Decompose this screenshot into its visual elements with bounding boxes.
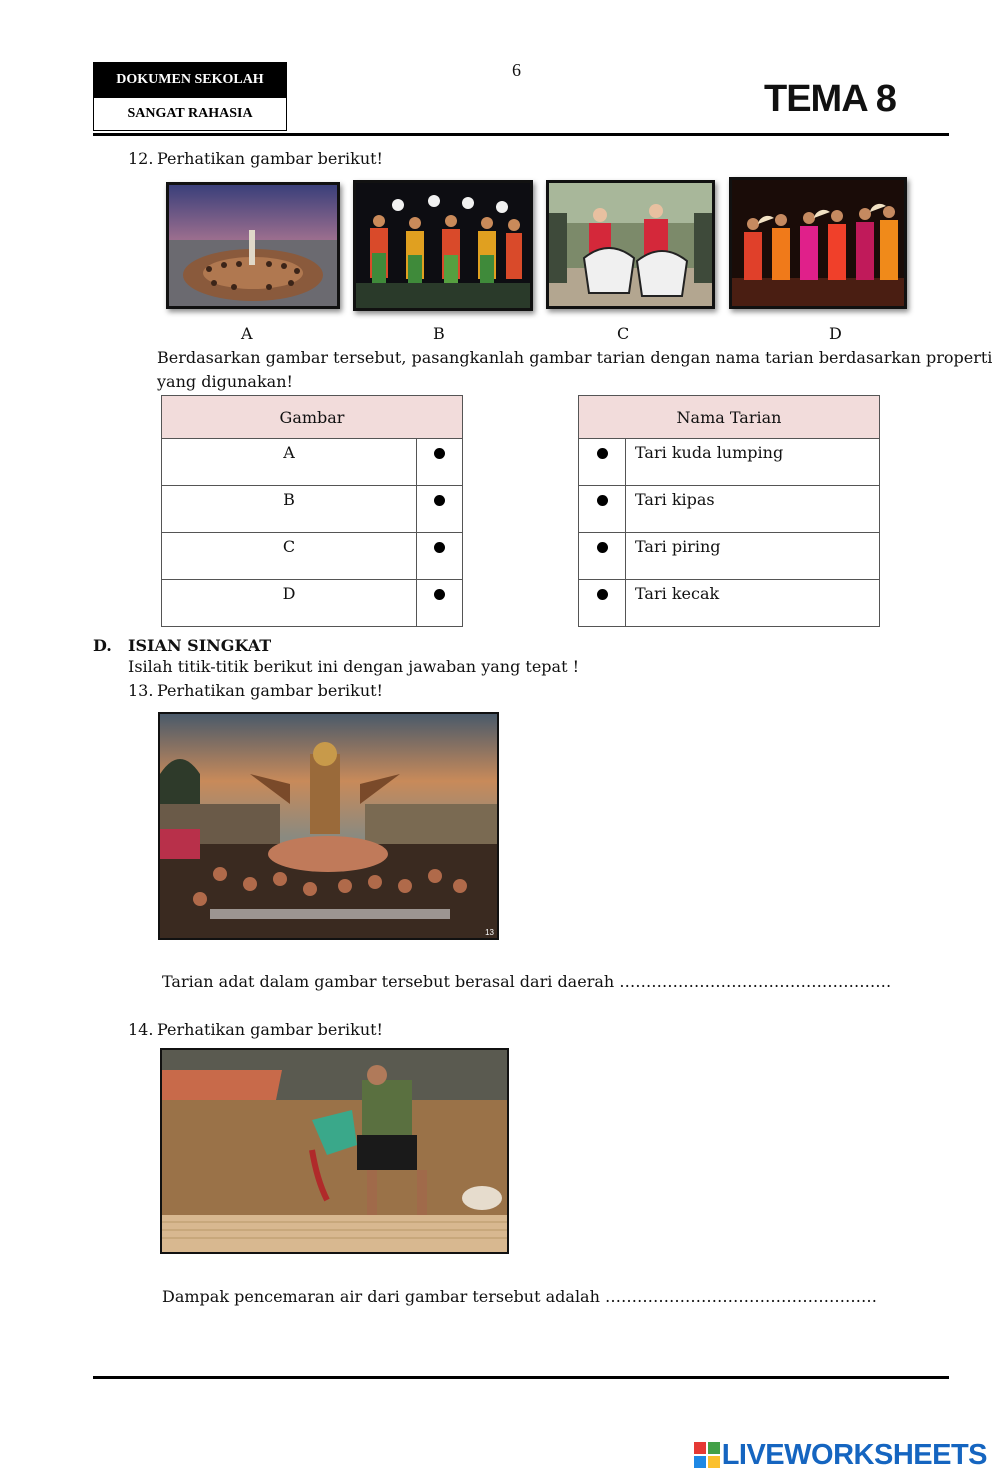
tarian-cell: Tari kipas — [626, 486, 880, 533]
dance-photo-b — [353, 180, 533, 311]
photo-label-c: C — [617, 324, 630, 343]
nama-tarian-table-header: Nama Tarian — [579, 396, 880, 439]
q14-number: 14. — [128, 1020, 154, 1039]
river-photo — [160, 1048, 509, 1254]
match-dot-right[interactable] — [579, 580, 626, 627]
table-row — [579, 533, 880, 580]
gambar-table — [161, 395, 463, 627]
nama-tarian-table — [578, 395, 880, 627]
photo-label-a: A — [241, 324, 253, 343]
page-number: 6 — [512, 60, 521, 80]
section-d-letter: D. — [93, 636, 112, 655]
brand-first: LIVE — [721, 1438, 785, 1471]
section-d-instruction: Isilah titik-titik berikut ini dengan jawaban yang tepat ! — [128, 657, 580, 676]
tarian-cell: Tari kuda lumping — [626, 439, 880, 486]
document-label: DOKUMEN SEKOLAH — [93, 62, 287, 98]
table-row — [579, 486, 880, 533]
dance-photo-d — [729, 177, 907, 309]
secret-label: SANGAT RAHASIA — [93, 97, 287, 131]
match-dot-right[interactable] — [579, 439, 626, 486]
section-d-title: ISIAN SINGKAT — [128, 636, 272, 655]
match-dot-left[interactable] — [417, 580, 463, 627]
gambar-cell: A — [162, 439, 417, 486]
q12-prompt: Perhatikan gambar berikut! — [157, 149, 383, 168]
q12-instruction-line1: Berdasarkan gambar tersebut, pasangkanlah gambar tarian dengan nama tarian berdasarkan properti — [157, 348, 993, 367]
match-dot-right[interactable] — [579, 533, 626, 580]
q14-prompt: Perhatikan gambar berikut! — [157, 1020, 383, 1039]
tarian-cell: Tari piring — [626, 533, 880, 580]
gambar-cell: D — [162, 580, 417, 627]
table-row — [579, 580, 880, 627]
gambar-table-header: Gambar — [162, 396, 463, 439]
tarian-cell: Tari kecak — [626, 580, 880, 627]
liveworksheets-icon — [694, 1442, 720, 1468]
q12-number: 12. — [128, 149, 154, 168]
table-row — [162, 580, 463, 627]
match-dot-left[interactable] — [417, 439, 463, 486]
match-dot-left[interactable] — [417, 533, 463, 580]
footer-rule — [93, 1376, 949, 1379]
table-row — [162, 439, 463, 486]
liveworksheets-logo[interactable] — [694, 1440, 987, 1470]
header-rule — [93, 133, 949, 136]
kecak-photo — [158, 712, 499, 940]
match-dot-right[interactable] — [579, 486, 626, 533]
brand-rest: WORKSHEETS — [784, 1438, 987, 1471]
gambar-cell: B — [162, 486, 417, 533]
photo-label-d: D — [829, 324, 842, 343]
q13-question: Tarian adat dalam gambar tersebut berasal dari daerah …………………………………………… — [162, 972, 892, 991]
dance-photo-c — [546, 180, 715, 309]
match-dot-left[interactable] — [417, 486, 463, 533]
table-row — [162, 533, 463, 580]
theme-title: TEMA 8 — [764, 78, 896, 120]
photo-corner-number: 13 — [485, 928, 494, 937]
q12-instruction-line2: yang digunakan! — [157, 372, 293, 391]
dance-photo-a — [166, 182, 340, 309]
table-row — [579, 439, 880, 486]
gambar-cell: C — [162, 533, 417, 580]
q13-prompt: Perhatikan gambar berikut! — [157, 681, 383, 700]
photo-label-b: B — [433, 324, 445, 343]
table-row — [162, 486, 463, 533]
q13-number: 13. — [128, 681, 154, 700]
q14-question: Dampak pencemaran air dari gambar tersebut adalah …………………………………………… — [162, 1287, 877, 1306]
